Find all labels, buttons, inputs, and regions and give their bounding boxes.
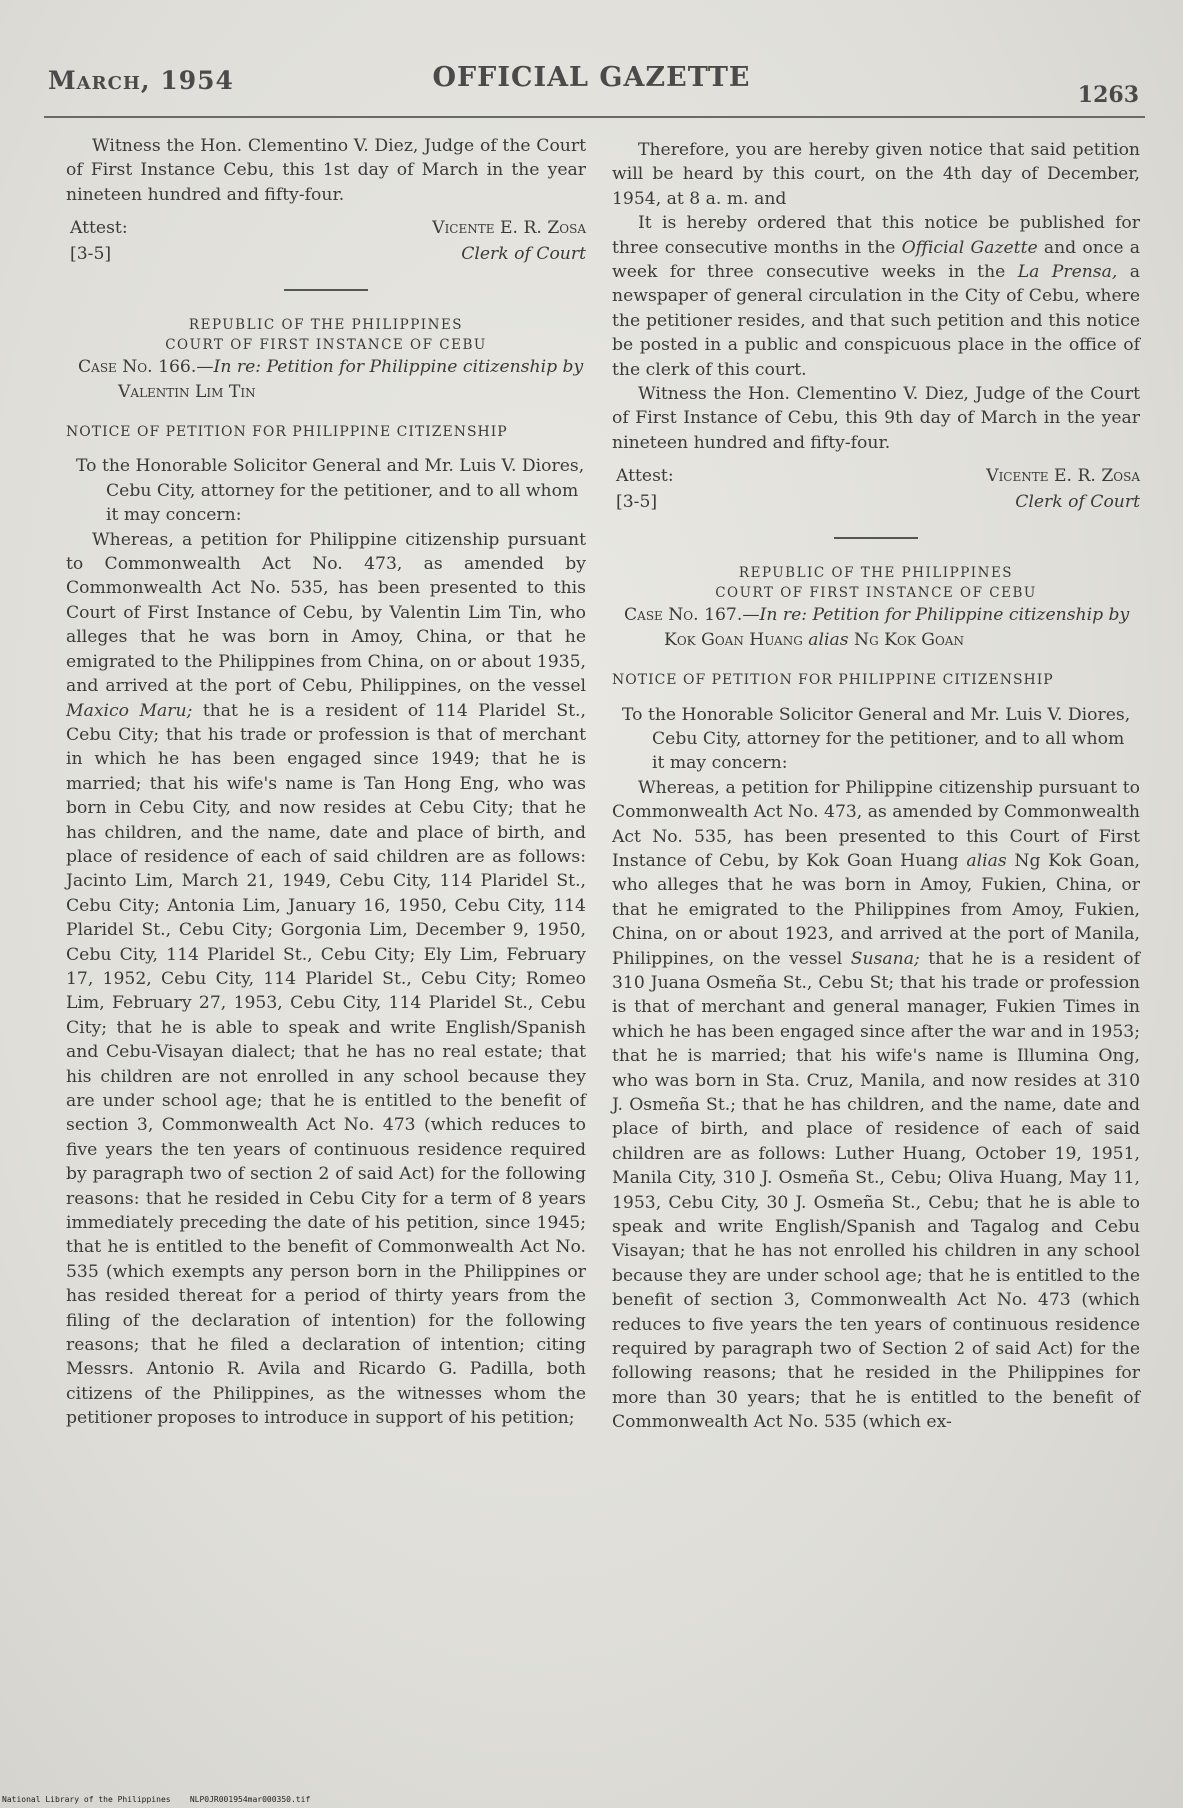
newspaper-name: La Prensa, xyxy=(1017,262,1118,283)
case-number: Case No. 167.— xyxy=(624,605,760,626)
whereas-paragraph xyxy=(66,528,586,1431)
case-subject: In re: Petition for Philippine citizenship by xyxy=(213,357,584,378)
section-divider xyxy=(834,537,918,539)
therefore-paragraph: Therefore, you are hereby given notice that said petition will be heard by this court, on the 4th day of December, 1954, at 8 a. m. and xyxy=(612,140,1140,209)
case-subject: In re: Petition for Philippine citizenship by xyxy=(759,605,1130,626)
case-title xyxy=(66,355,586,404)
clerk-name: Vicente E. R. Zosa xyxy=(986,466,1140,487)
header-rule xyxy=(44,116,1145,118)
order-text-1: It is hereby ordered that this notice be published for three consecutive months in the xyxy=(612,213,1140,258)
notice-heading: NOTICE OF PETITION FOR PHILIPPINE CITIZENSHIP xyxy=(612,672,1054,689)
footer-file: NLP0JR001954mar000350.tif xyxy=(189,1795,311,1804)
clerk-name: Vicente E. R. Zosa xyxy=(432,218,586,239)
page-number: 1263 xyxy=(1077,82,1139,108)
clerk-title: Clerk of Court xyxy=(1015,492,1140,513)
alias-word: alias xyxy=(966,850,1007,871)
whereas-text-3: that he is a resident of 310 Juana Osmeña St., Cebu St; that his trade or profession is that of merchant and general manager, Fukien Times in which he has been engaged since after the war and in 1953; that he is married; that his wife's name is Illumina Ong, who was born in Sta. Cruz, Manila, and now resides at 310 J. Osmeña St.; that he has children, and the name, date and place of birth, and place of residence of each of said children are as follows: Luther Huang, October 19, 1951, Manila City, 310 J. Osmeña St., Cebu; Oliva Huang, May 11, 1953, Cebu City, 30 J. Osmeña St., Cebu; that he is able to speak and write English/Spanish and Tagalog and Cebu Visayan; that he has not enrolled his children in any school because they are under school age; that he is entitled to the benefit of section 3, Commonwealth Act No. 473 (which reduces to five years the ten years of continuous residence required by paragraph two of Section 2 of said Act) for the following reasons; that he resided in the Philippines for more than 30 years; that he is entitled to the benefit of Commonwealth Act No. 535 (which ex- xyxy=(612,948,1140,1433)
vessel-name: Maxico Maru; xyxy=(66,700,193,721)
whereas-text-2: Ng Kok Goan, who alleges that he was born in Amoy, Fukien, China, or that he emigrated to the Philippines from Amoy, Fukien, China, on or about 1923, and arrived at the port of Manila, Philippines, on the vessel xyxy=(612,850,1141,969)
republic-heading: REPUBLIC OF THE PHILIPPINES xyxy=(188,317,464,334)
order-paragraph xyxy=(612,211,1140,382)
gazette-name: Official Gazette xyxy=(901,237,1038,258)
petitioner-name: Valentin Lim Tin xyxy=(118,381,256,402)
case-title xyxy=(612,603,1140,652)
witness-paragraph: Witness the Hon. Clementino V. Diez, Judge of the Court of First Instance of Cebu, this 9th day of March in the year nineteen hundred and fifty-four. xyxy=(612,384,1140,453)
header-title: OFFICIAL GAZETTE xyxy=(432,62,751,93)
alias-word: alias xyxy=(808,629,849,650)
attest-label: Attest: xyxy=(616,466,674,487)
whereas-text-2: that he is a resident of 114 Plaridel St., Cebu City; that his trade or profession is that of merchant in which he has been engaged since 1949; that he is married; that his wife's name is Tan Hong Eng, who was born in Cebu City, and now resides at Cebu City; that he has children, and the name, date and place of birth, and place of residence of each of said children are as follows: Jacinto Lim, March 21, 1949, Cebu City, 114 Plaridel St., Cebu City; Antonia Lim, January 16, 1950, Cebu City, 114 Plaridel St., Cebu City; Gorgonia Lim, December 9, 1950, Cebu City, 114 Plaridel St., Cebu City; Ely Lim, February 17, 1952, Cebu City, 114 Plaridel St., Cebu City; Romeo Lim, February 27, 1953, Cebu City, 114 Plaridel St., Cebu City; that he is able to speak and write English/Spanish and Cebu-Visayan dialect; that he has no real estate; that his children are not enrolled in any school because they are under school age; that he is entitled to the benefit of section 3, Commonwealth Act No. 473 (which reduces to five years the ten years of continuous residence required by paragraph two of section 2 of said Act) for the following reasons: that he resided in Cebu City for a term of 8 years immediately preceding the date of his petition, since 1945; that he is entitled to the benefit of Commonwealth Act No. 535 (which exempts any person born in the Philippines or has resided thereat for a period of thirty years from the filing of the declaration of intention) for the following reasons; that he filed a declaration of intention; citing Messrs. Antonio R. Avila and Ricardo G. Padilla, both citizens of the Philippines, as the witnesses whom the petitioner proposes to introduce in support of his petition; xyxy=(66,700,586,1429)
header-date: March, 1954 xyxy=(48,66,234,95)
attest-reference: [3-5] xyxy=(616,492,658,513)
vessel-name: Susana; xyxy=(850,948,920,969)
addressee: To the Honorable Solicitor General and Mr. Luis V. Diores, Cebu City, attorney for the petitioner, and to all whom it may concern: xyxy=(76,456,585,526)
notice-heading: NOTICE OF PETITION FOR PHILIPPINE CITIZENSHIP xyxy=(66,424,508,441)
whereas-paragraph xyxy=(612,776,1140,1435)
section-divider xyxy=(284,289,368,291)
footer-source: National Library of the Philippines xyxy=(2,1795,171,1804)
court-heading: COURT OF FIRST INSTANCE OF CEBU xyxy=(165,337,487,354)
scan-footer xyxy=(2,1795,310,1804)
clerk-title: Clerk of Court xyxy=(461,244,586,265)
attestation-block xyxy=(612,463,1140,515)
whereas-text-1: Whereas, a petition for Philippine citizenship pursuant to Commonwealth Act No. 473, as amended by Commonwealth Act No. 535, has been presented to this Court of First Instance of Cebu, by Kok Goan Huang xyxy=(612,777,1140,871)
attest-label: Attest: xyxy=(70,218,128,239)
whereas-text-1: Whereas, a petition for Philippine citizenship pursuant to Commonwealth Act No. 473, as amended by Commonwealth Act No. 535, has been presented to this Court of First Instance of Cebu, by Valentin Lim Tin, who alleges that he was born in Amoy, China, or that he emigrated to the Philippines from China, on or about 1935, and arrived at the port of Cebu, Philippines, on the vessel xyxy=(66,529,586,697)
order-text-3: a newspaper of general circulation in the City of Cebu, where the petitioner resides, and that such petition and this notice be posted in a public and conspicuous place in the office of the clerk of this court. xyxy=(612,262,1140,380)
left-column xyxy=(66,134,586,1431)
order-text-2: and once a week for three consecutive weeks in the xyxy=(612,237,1140,283)
court-heading: COURT OF FIRST INSTANCE OF CEBU xyxy=(715,585,1037,602)
republic-heading: REPUBLIC OF THE PHILIPPINES xyxy=(738,565,1014,582)
attest-reference: [3-5] xyxy=(70,244,112,265)
petitioner-name: Kok Goan Huang xyxy=(664,629,803,650)
case-number: Case No. 166.— xyxy=(78,357,214,378)
addressee: To the Honorable Solicitor General and Mr. Luis V. Diores, Cebu City, attorney for the petitioner, and to all whom it may concern: xyxy=(622,704,1131,774)
petitioner-alias: Ng Kok Goan xyxy=(854,629,964,650)
attestation-block xyxy=(66,215,586,267)
witness-paragraph: Witness the Hon. Clementino V. Diez, Judge of the Court of First Instance Cebu, this 1st day of March in the year nineteen hundred and fifty-four. xyxy=(66,136,586,205)
right-column xyxy=(612,138,1140,1435)
